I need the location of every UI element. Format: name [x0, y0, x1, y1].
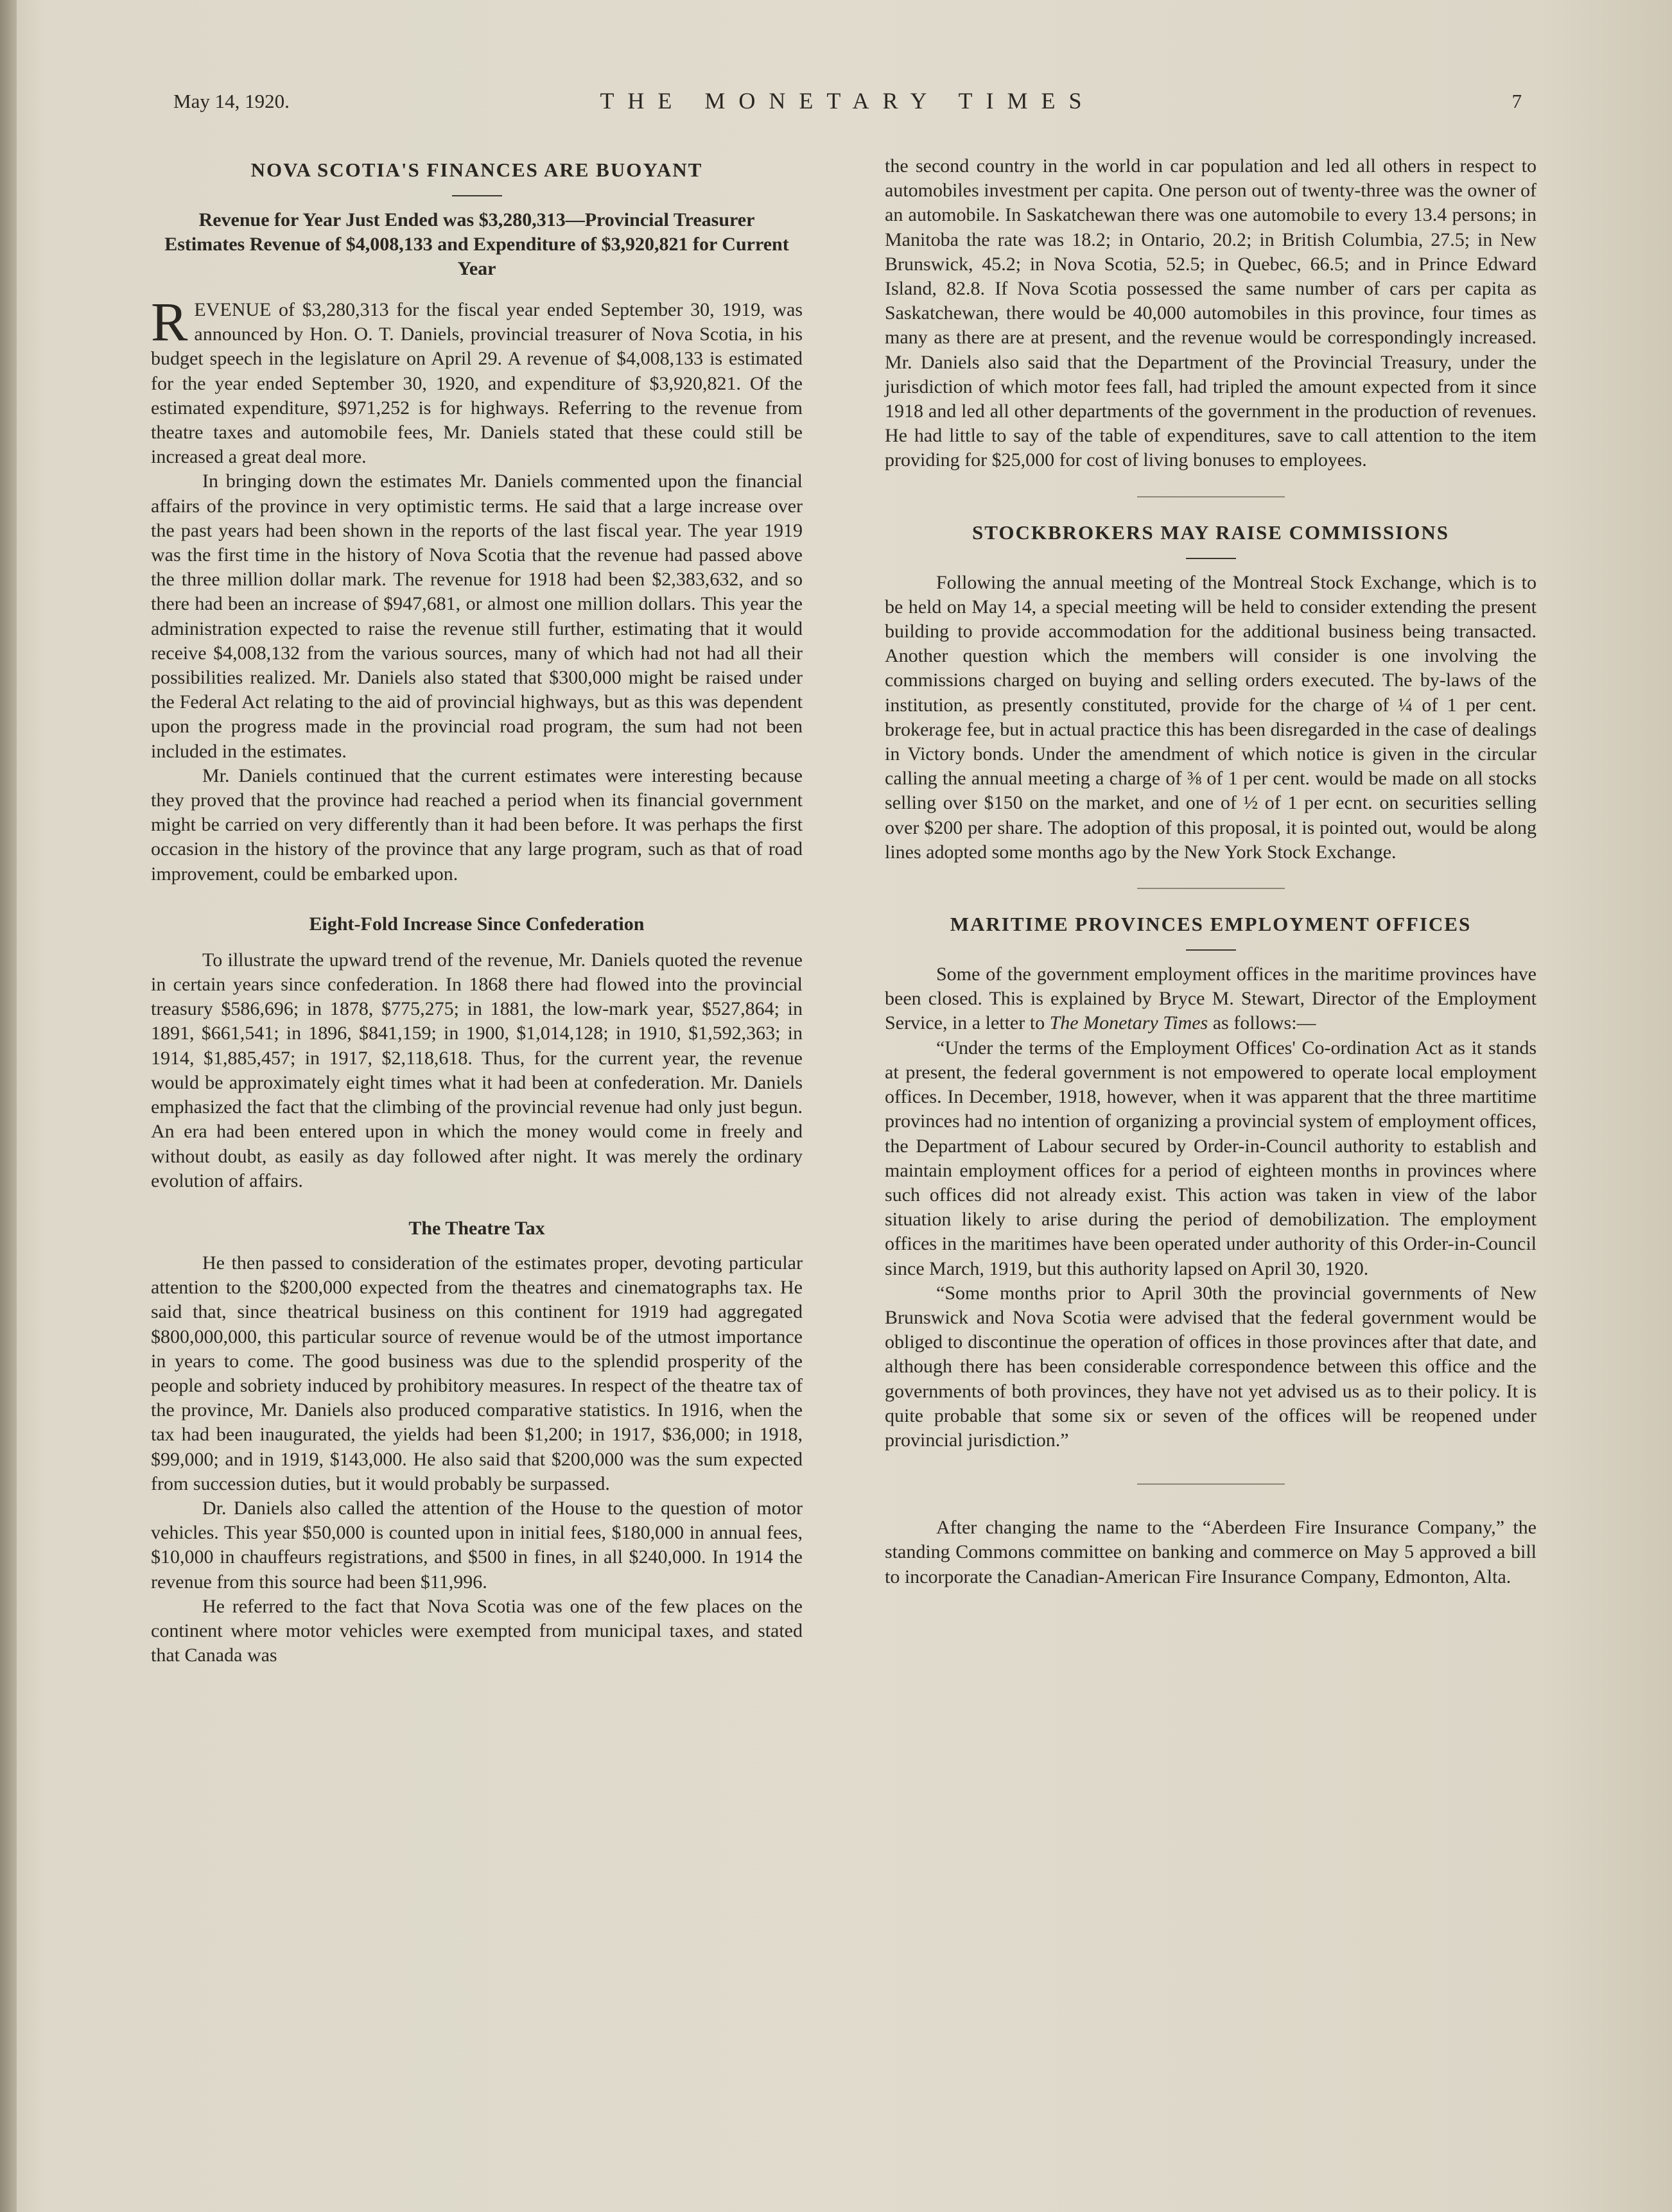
article-paragraph: After changing the name to the “Aberdeen Fire Insurance Company,” the standing Commons committee on banking and commerce on May 5 approved a bill to incorporate the Canadian-American Fire Insurance Company, Edmonton, Alta.	[885, 1517, 1537, 1587]
section-separator	[1137, 1483, 1285, 1485]
article-title-nova-scotia: NOVA SCOTIA'S FINANCES ARE BUOYANT	[250, 159, 703, 181]
article-paragraph: the second country in the world in car population and led all others in respect to automobiles investment per capita. One person out of twenty-three was the owner of an automobile. In Saskatchewan there was one automobile to every 13.4 persons; in Manitoba the rate was 18.2; in Ontario, 20.2; in British Columbia, 27.5; in New Brunswick, 45.2; in Nova Scotia, 52.5; in Quebec, 66.5; and in Prince Edward Island, 82.8. If Nova Scotia possessed the same number of cars per capita as Saskatchewan, there would be 40,000 automobiles in this province, four times as many as there are at present, and the revenue would be correspondingly increased. Mr. Daniels also said that the Department of the Provincial Treasury, under the jurisdiction of which motor fees fall, had tripled the amount expected from it since 1918 and led all other departments of the government in the production of revenues. He had little to say of the table of expenditures, save to call attention to the item providing for $25,000 for cost of living bonuses to employees.	[885, 155, 1537, 471]
title-rule	[1186, 949, 1236, 951]
article-paragraph: Some of the government employment offices in the maritime provinces have been closed. This is explained by Bryce M. Stewart, Director of the Employment Service, in a letter to The Monetary Times as follows:—	[885, 963, 1537, 1034]
article-paragraph: REVENUE of $3,280,313 for the fiscal year ended September 30, 1919, was announced by Hon. O. T. Daniels, provincial treasurer of Nova Scotia, in his budget speech in the legislature on April 29. A revenue of $4,008,133 is estimated for the year ended September 30, 1920, and expenditure of $3,920,821. Of the estimated expenditure, $971,252 is for highways. Referring to the revenue from theatre taxes and automobile fees, Mr. Daniels stated that these could still be increased a great deal more.	[151, 291, 803, 468]
article-title-maritime: MARITIME PROVINCES EMPLOYMENT OFFICES	[950, 913, 1472, 936]
article-paragraph: Following the annual meeting of the Montreal Stock Exchange, which is to be held on May 14, a special meeting will be held to consider extending the present building to provide accommodation for the additional business being transacted. Another question which the members will consider is one involving the commissions charged on buying and selling orders executed. The by-laws of the institution, as presently constituted, provide for the charge of ¼ of 1 per cent. brokerage fee, but in actual practice this has been disregarded in the case of dealings in Victory bonds. Under the amendment of which notice is given in the circular calling the annual meeting a charge of ⅜ of 1 per cent. would be made on all stocks selling over $150 on the market, and one of ½ of 1 per ecnt. on securities selling over $200 per share. The adoption of this proposal, it is pointed out, would be along lines adopted some months ago by the New York Stock Exchange.	[885, 571, 1537, 863]
left-column	[151, 154, 803, 1668]
article-deck: Revenue for Year Just Ended was $3,280,313—Provincial Treasurer Estimates Revenue of $4,008,133 and Expenditure of $3,920,821 for Current Year	[164, 209, 789, 279]
article-paragraph: Dr. Daniels also called the attention of the House to the question of motor vehicles. This year $50,000 is counted upon in initial fees, $180,000 in annual fees, $10,000 in chauffeurs registrations, and $500 in fines, in all $240,000. In 1914 the revenue from this source had been $11,996.	[151, 1497, 803, 1593]
running-head	[173, 90, 1522, 122]
section-separator	[1137, 888, 1285, 889]
article-paragraph: “Some months prior to April 30th the provincial governments of New Brunswick and Nova Scotia were advised that the federal government would be obliged to discontinue the operation of offices in those provinces after that date, and although there has been considerable correspondence between this office and the governments of both provinces, they have not yet advised us as to their policy. It is quite probable that some six or seven of the offices will be reopened under provincial jurisdiction.”	[885, 1282, 1537, 1451]
issue-date: May 14, 1920.	[173, 90, 290, 112]
article-paragraph: He referred to the fact that Nova Scotia was one of the few places on the continent where motor vehicles were exempted from municipal taxes, and stated that Canada was	[151, 1595, 803, 1666]
article-paragraph: He then passed to consideration of the estimates proper, devoting particular attention to the $200,000 expected from the theatres and cinematographs tax. He said that, since theatrical business on this continent for 1919 had aggregated $800,000,000, this particular source of revenue would be of the utmost importance in years to come. The good business was due to the splendid prosperity of the people and sobriety induced by prohibitory measures. In respect of the theatre tax of the province, Mr. Daniels also produced comparative statistics. In 1916, when the tax had been inaugurated, the yields had been $1,200; in 1917, $36,000; in 1918, $99,000; and in 1919, $143,000. He also said that $200,000 was the sum expected from succession duties, but it would probably be surpassed.	[151, 1252, 803, 1494]
subheading-eight-fold: Eight-Fold Increase Since Confederation	[309, 913, 645, 935]
publication-title: THE MONETARY TIMES	[600, 88, 1095, 114]
article-paragraph: Mr. Daniels continued that the current estimates were interesting because they proved that the province had reached a period when its financial government might be carried on very differently than it had been before. It was perhaps the first occasion in the history of the province that any large program, such as that of road improvement, could be embarked upon.	[151, 765, 803, 885]
publication-name: The Monetary Times	[1049, 1012, 1208, 1034]
subheading-theatre-tax: The Theatre Tax	[408, 1217, 545, 1239]
page-number: 7	[1511, 90, 1522, 112]
section-separator	[1137, 496, 1285, 497]
drop-cap: R	[151, 291, 188, 352]
binding-edge	[0, 0, 17, 2212]
article-paragraph: “Under the terms of the Employment Offices' Co-ordination Act as it stands at present, the federal government is not empowered to operate local employment offices. In December, 1918, however, when it was apparent that the three martitime provinces had no intention of organizing a provincial system of employment offices, the Department of Labour secured by Order-in-Council authority to establish and maintain employment offices for a period of eighteen months in provinces where such offices did not already exist. This action was taken in view of the labor situation likely to arise during the period of demobilization. The employment offices in the maritimes have been operated under authority of this Order-in-Council since March, 1919, but this authority lapsed on April 30, 1920.	[885, 1037, 1537, 1279]
article-paragraph: To illustrate the upward trend of the revenue, Mr. Daniels quoted the revenue in certain years since confederation. In 1868 there had flowed into the provincial treasury $586,696; in 1878, $775,275; in 1881, the low-mark year, $527,864; in 1891, $661,541; in 1896, $841,159; in 1900, $1,014,128; in 1910, $1,592,363; in 1914, $1,885,457; in 1917, $2,118,618. Thus, for the current year, the revenue would be approximately eight times what it had been at confederation. Mr. Daniels emphasized the fact that the climbing of the provincial revenue had only just begun. An era had been entered upon in which the money would come in freely and without doubt, as easily as day followed after night. It was merely the ordinary evolution of affairs.	[151, 949, 803, 1191]
article-paragraph: In bringing down the estimates Mr. Daniels commented upon the financial affairs of the province in very optimistic terms. He said that a large increase over the past years had been shown in the reports of the last fiscal year. The year 1919 was the first time in the history of Nova Scotia that the revenue had passed above the three million dollar mark. The revenue for 1918 had been $2,383,632, and so there had been an increase of $947,681, or almost one million dollars. This year the administration expected to raise the revenue still further, estimating that it would receive $4,008,132 from the various sources, many of which had not had all their possibilities realized. Mr. Daniels also stated that $300,000 might be raised under the Federal Act relating to the aid of provincial highways, but as this was dependent upon the progress made in the provincial road program, the sum had not been included in the estimates.	[151, 471, 803, 762]
title-rule	[1186, 558, 1236, 559]
title-rule	[452, 195, 502, 196]
right-column	[885, 154, 1537, 1589]
article-title-stockbrokers: STOCKBROKERS MAY RAISE COMMISSIONS	[972, 521, 1449, 544]
